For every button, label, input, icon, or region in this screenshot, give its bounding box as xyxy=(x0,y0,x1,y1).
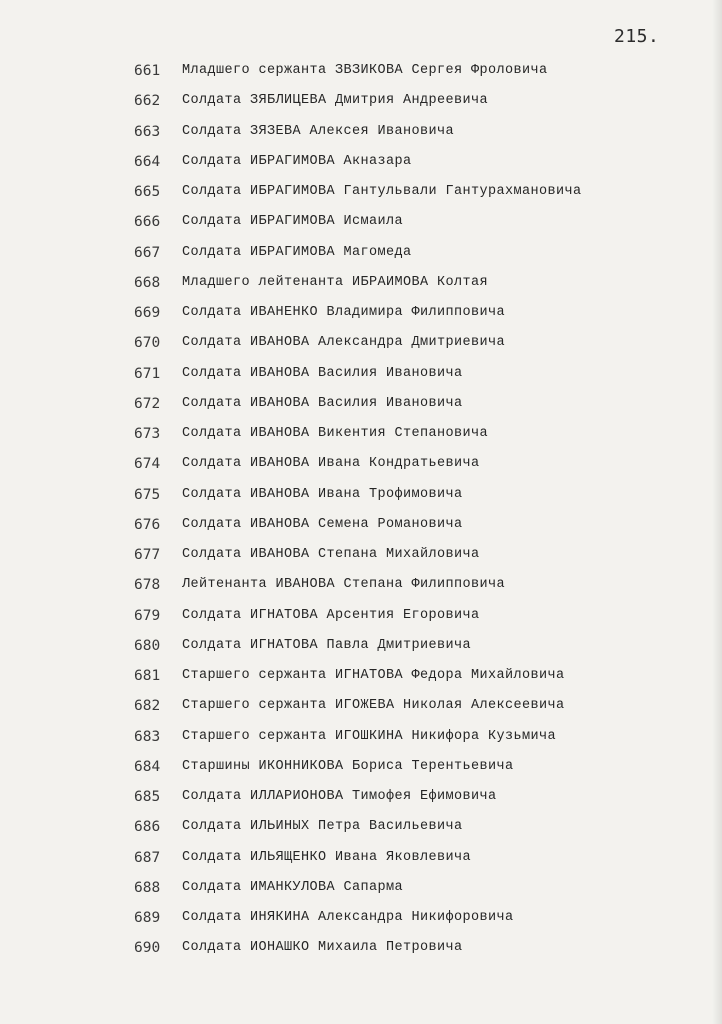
entry-number: 662 xyxy=(134,93,161,110)
entry-number: 672 xyxy=(134,395,161,412)
entry-text: Старшины ИКОННИКОВА Бориса Терентьевича xyxy=(182,758,514,774)
award-list xyxy=(0,56,722,964)
entry-text: Солдата ИМАНКУЛОВА Сапарма xyxy=(182,879,404,895)
entry-number: 663 xyxy=(134,123,161,140)
entry-text: Солдата ИВАНОВА Александра Дмитриевича xyxy=(182,335,506,351)
entry-text: Солдата ИЛЬЯЩЕНКО Ивана Яковлевича xyxy=(182,849,472,865)
list-item xyxy=(0,480,722,510)
entry-number: 668 xyxy=(134,274,161,291)
entry-number: 665 xyxy=(134,184,161,200)
list-item xyxy=(0,359,722,389)
entry-number: 688 xyxy=(134,879,161,896)
entry-text: Солдата ИВАНЕНКО Владимира Филипповича xyxy=(182,305,506,320)
entry-number: 670 xyxy=(134,335,161,352)
entry-text: Солдата ИВАНОВА Василия Ивановича xyxy=(182,395,463,411)
entry-text: Солдата ИВАНОВА Ивана Кондратьевича xyxy=(182,456,480,472)
entry-number: 680 xyxy=(134,637,161,654)
entry-text: Лейтенанта ИВАНОВА Степана Филипповича xyxy=(182,577,506,593)
list-item xyxy=(0,601,722,631)
list-item xyxy=(0,631,722,661)
entry-number: 689 xyxy=(134,910,161,926)
entry-number: 681 xyxy=(134,668,161,684)
entry-number: 673 xyxy=(134,426,161,442)
list-item xyxy=(0,722,722,752)
list-item xyxy=(0,449,722,479)
list-item xyxy=(0,419,722,449)
entry-number: 676 xyxy=(134,516,161,533)
list-item xyxy=(0,86,722,116)
entry-number: 679 xyxy=(134,607,161,624)
entry-text: Солдата ИВАНОВА Семена Романовича xyxy=(182,516,463,532)
list-item xyxy=(0,147,722,177)
list-item xyxy=(0,843,722,873)
entry-text: Старшего сержанта ИГОЖЕВА Николая Алексеевича xyxy=(182,698,565,714)
entry-number: 675 xyxy=(134,486,161,503)
entry-text: Солдата ИВАНОВА Степана Михайловича xyxy=(182,547,480,562)
entry-text: Солдата ИОНАШКО Михаила Петровича xyxy=(182,940,463,956)
list-item xyxy=(0,782,722,812)
entry-number: 674 xyxy=(134,456,161,473)
entry-number: 666 xyxy=(134,214,161,231)
list-item xyxy=(0,570,722,600)
entry-text: Солдата ИГНАТОВА Арсентия Егоровича xyxy=(182,607,480,623)
list-item xyxy=(0,238,722,268)
entry-number: 687 xyxy=(134,849,161,866)
list-item xyxy=(0,691,722,721)
list-item xyxy=(0,812,722,842)
entry-text: Солдата ИВАНОВА Ивана Трофимовича xyxy=(182,486,463,502)
list-item xyxy=(0,933,722,963)
list-item xyxy=(0,328,722,358)
entry-number: 678 xyxy=(134,577,161,594)
entry-number: 684 xyxy=(134,758,161,775)
entry-text: Солдата ИГНАТОВА Павла Дмитриевича xyxy=(182,637,472,653)
list-item xyxy=(0,177,722,207)
list-item xyxy=(0,117,722,147)
entry-text: Солдата ИЛЬИНЫХ Петра Васильевича xyxy=(182,819,463,835)
entry-text: Младшего лейтенанта ИБРАИМОВА Колтая xyxy=(182,274,489,290)
entry-text: Младшего сержанта ЗВЗИКОВА Сергея Фроловича xyxy=(182,63,548,78)
page-number: 215. xyxy=(614,26,660,47)
entry-number: 686 xyxy=(134,819,161,836)
entry-text: Солдата ИЛЛАРИОНОВА Тимофея Ефимовича xyxy=(182,789,497,804)
entry-text: Старшего сержанта ИГНАТОВА Федора Михайловича xyxy=(182,668,565,683)
entry-text: Солдата ИБРАГИМОВА Исмаила xyxy=(182,214,404,230)
list-item xyxy=(0,298,722,328)
entry-number: 667 xyxy=(134,244,161,261)
entry-text: Солдата ИБРАГИМОВА Акназара xyxy=(182,153,412,169)
list-item xyxy=(0,540,722,570)
entry-text: Солдата ИНЯКИНА Александра Никифоровича xyxy=(182,910,514,925)
entry-number: 685 xyxy=(134,789,161,805)
entry-number: 661 xyxy=(134,63,161,79)
list-item xyxy=(0,873,722,903)
entry-text: Солдата ИБРАГИМОВА Гантульвали Гантурахмановича xyxy=(182,184,582,199)
list-item xyxy=(0,389,722,419)
entry-text: Солдата ИВАНОВА Василия Ивановича xyxy=(182,365,463,381)
list-item xyxy=(0,510,722,540)
entry-number: 664 xyxy=(134,153,161,170)
entry-text: Старшего сержанта ИГОШКИНА Никифора Кузьмича xyxy=(182,728,557,744)
entry-text: Солдата ИБРАГИМОВА Магомеда xyxy=(182,244,412,260)
list-item xyxy=(0,268,722,298)
entry-number: 671 xyxy=(134,365,161,382)
list-item xyxy=(0,661,722,691)
entry-text: Солдата ИВАНОВА Викентия Степановича xyxy=(182,426,489,441)
entry-number: 690 xyxy=(134,940,161,957)
list-item xyxy=(0,752,722,782)
entry-number: 677 xyxy=(134,547,161,563)
entry-number: 669 xyxy=(134,305,161,321)
entry-text: Солдата ЗЯЗЕВА Алексея Ивановича xyxy=(182,123,455,139)
list-item xyxy=(0,56,722,86)
list-item xyxy=(0,207,722,237)
entry-text: Солдата ЗЯБЛИЦЕВА Дмитрия Андреевича xyxy=(182,93,489,109)
list-item xyxy=(0,903,722,933)
entry-number: 683 xyxy=(134,728,161,745)
entry-number: 682 xyxy=(134,698,161,715)
